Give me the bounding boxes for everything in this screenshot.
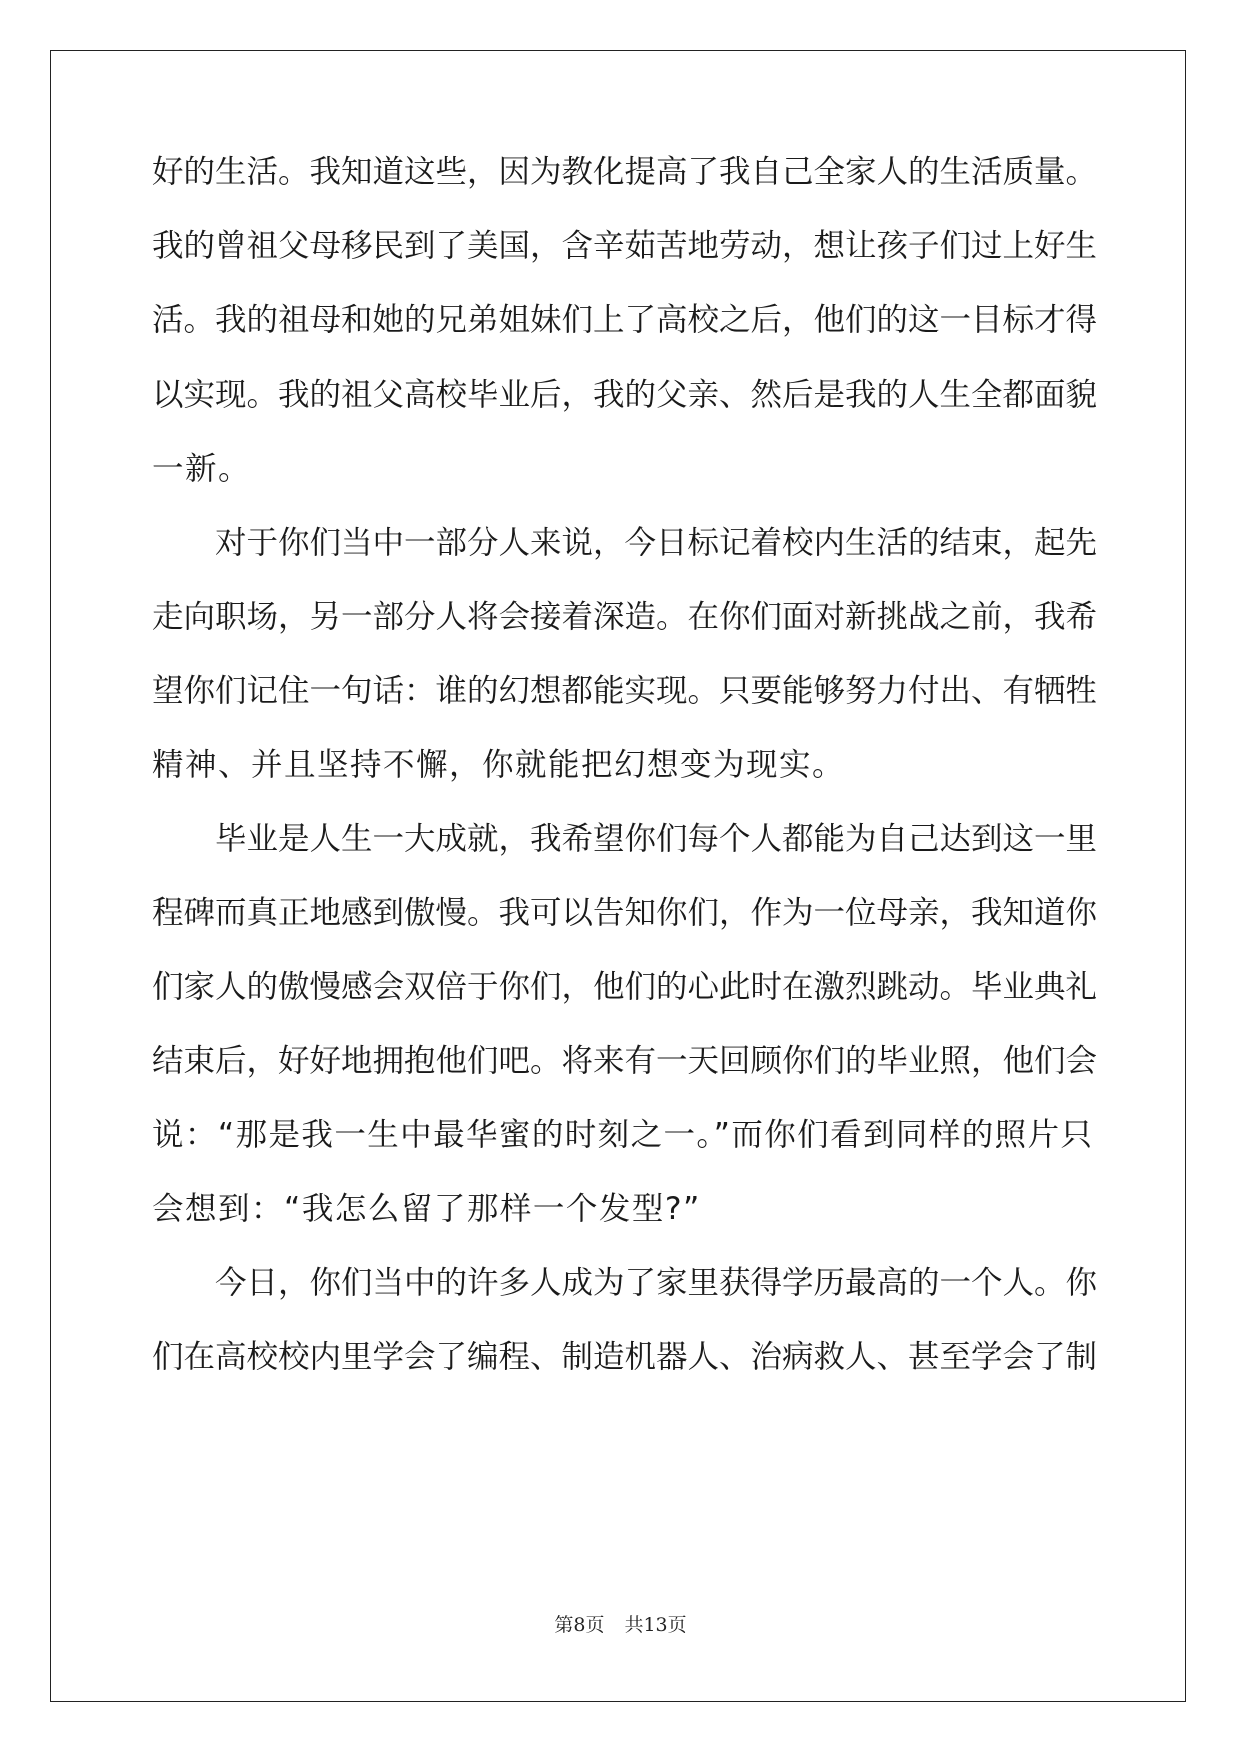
text-line: 程碑而真正地感到傲慢。我可以告知你们，作为一位母亲，我知道你 [152, 895, 1098, 931]
text-line: 说：“那是我一生中最华蜜的时刻之一。”而你们看到同样的照片只 [152, 1117, 1092, 1153]
text-line: 好的生活。我知道这些，因为教化提高了我自己全家人的生活质量。 [152, 154, 1098, 190]
page-footer [0, 1610, 1241, 1637]
text-line: 们家人的傲慢感会双倍于你们，他们的心此时在激烈跳动。毕业典礼 [152, 969, 1098, 1005]
text-line: 以实现。我的祖父高校毕业后，我的父亲、然后是我的人生全都面貌 [152, 377, 1098, 413]
text-line: 结束后，好好地拥抱他们吧。将来有一天回顾你们的毕业照，他们会 [152, 1043, 1098, 1079]
text-line: 对于你们当中一部分人来说，今日标记着校内生活的结束，起先 [215, 525, 1098, 561]
text-line: 毕业是人生一大成就，我希望你们每个人都能为自己达到这一里 [215, 821, 1098, 857]
text-line: 望你们记住一句话：谁的幻想都能实现。只要能够努力付出、有牺牲 [152, 673, 1098, 709]
text-line: 精神、并且坚持不懈，你就能把幻想变为现实。 [152, 747, 846, 783]
text-line: 会想到：“我怎么留了那样一个发型?” [152, 1191, 701, 1227]
text-line: 们在高校校内里学会了编程、制造机器人、治病救人、甚至学会了制 [152, 1339, 1098, 1375]
text-line: 活。我的祖母和她的兄弟姐妹们上了高校之后，他们的这一目标才得 [152, 302, 1098, 338]
page-total: 共13页 [624, 1614, 687, 1636]
text-line: 走向职场，另一部分人将会接着深造。在你们面对新挑战之前，我希 [152, 599, 1098, 635]
text-line: 我的曾祖父母移民到了美国，含辛茹苦地劳动，想让孩子们过上好生 [152, 228, 1098, 264]
page-number: 第8页 [554, 1614, 605, 1636]
text-line: 今日，你们当中的许多人成为了家里获得学历最高的一个人。你 [215, 1265, 1098, 1301]
text-line: 一新。 [152, 451, 252, 487]
